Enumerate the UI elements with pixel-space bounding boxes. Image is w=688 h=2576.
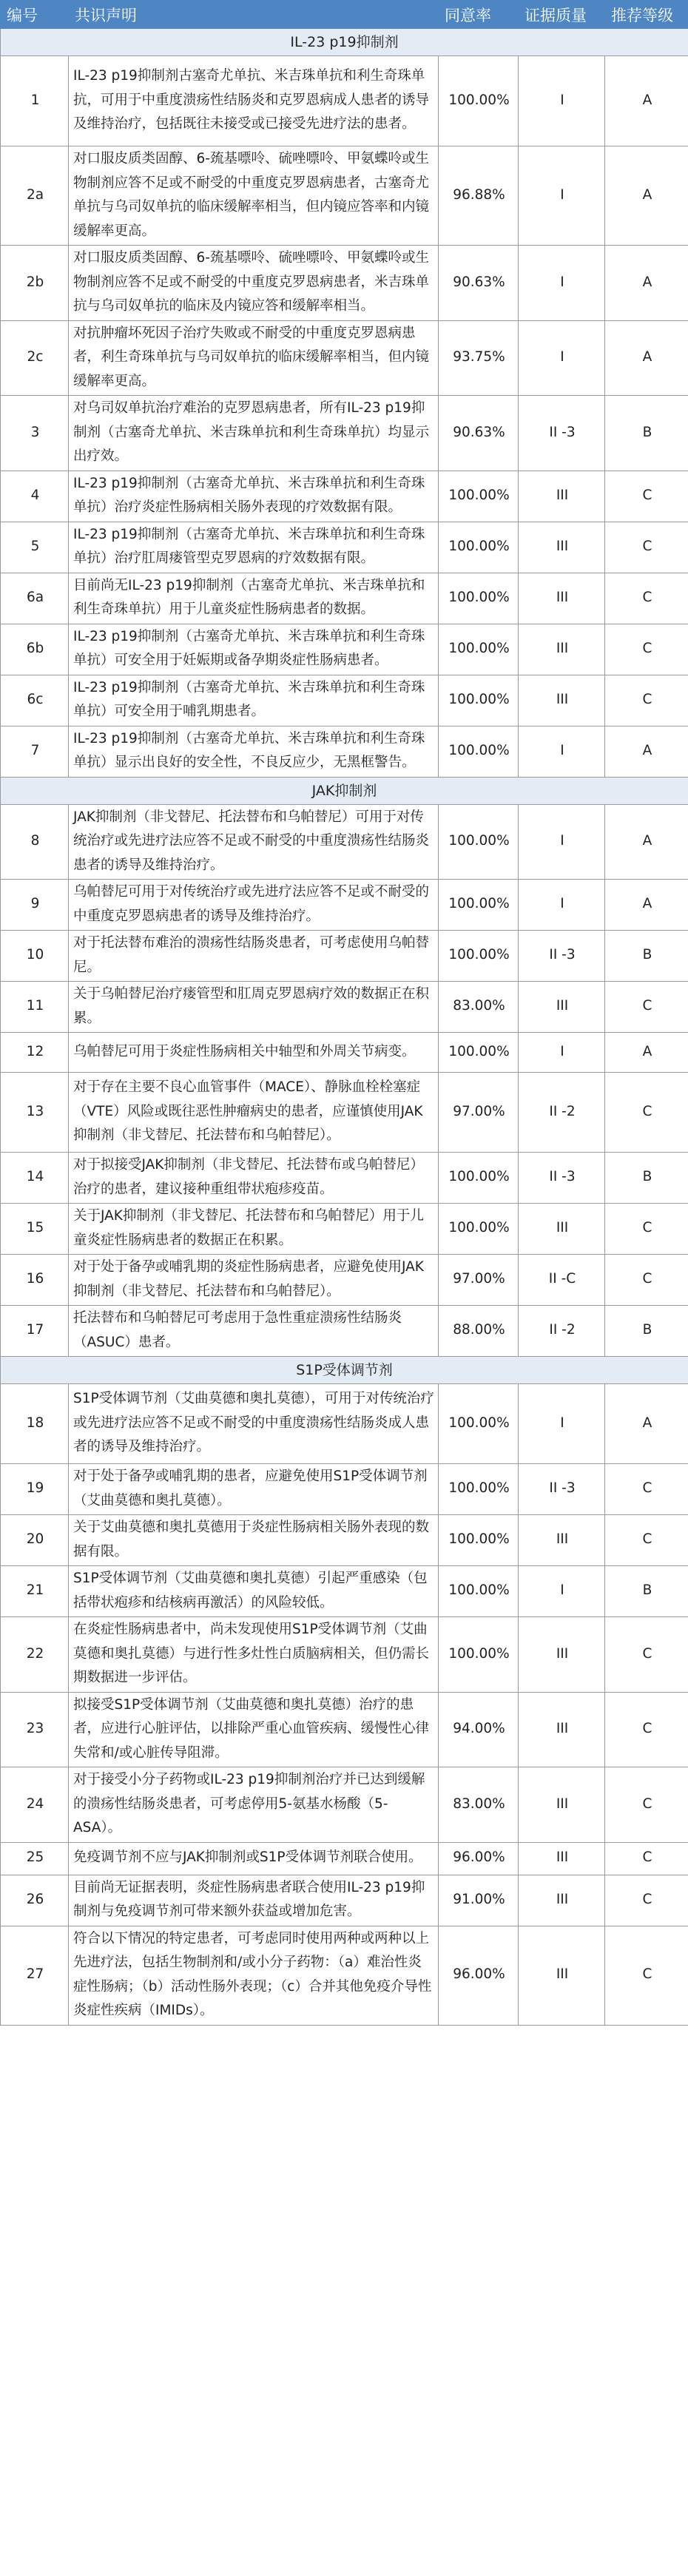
evidence-quality: I [519, 1033, 605, 1073]
statement-id: 6a [1, 573, 69, 624]
statement-text: 乌帕替尼可用于炎症性肠病相关中轴型和外周关节病变。 [69, 1033, 439, 1073]
table-row [1, 1073, 688, 1153]
statement-text: 对于托法替布难治的溃疡性结肠炎患者，可考虑使用乌帕替尼。 [69, 931, 439, 982]
section-header-row [1, 29, 688, 56]
recommendation-grade: C [605, 522, 688, 573]
table-row [1, 1842, 688, 1875]
recommendation-grade: A [605, 880, 688, 931]
statement-id: 24 [1, 1767, 69, 1843]
statement-text: 关于艾曲莫德和奥扎莫德用于炎症性肠病相关肠外表现的数据有限。 [69, 1515, 439, 1566]
statement-id: 2c [1, 320, 69, 396]
recommendation-grade: B [605, 1566, 688, 1617]
recommendation-grade: C [605, 1767, 688, 1843]
statement-id: 26 [1, 1875, 69, 1926]
statement-id: 1 [1, 56, 69, 146]
statement-id: 6b [1, 624, 69, 675]
statement-id: 27 [1, 1926, 69, 2025]
recommendation-grade: C [605, 573, 688, 624]
table-row [1, 675, 688, 726]
table-body [1, 29, 688, 2026]
recommendation-grade: C [605, 1464, 688, 1515]
statement-id: 5 [1, 522, 69, 573]
table-row [1, 1566, 688, 1617]
table-row [1, 1204, 688, 1255]
recommendation-grade: C [605, 1875, 688, 1926]
statement-id: 7 [1, 726, 69, 777]
statement-text: 对于处于备孕或哺乳期的炎症性肠病患者，应避免使用JAK抑制剂（非戈替尼、托法替布和乌帕替尼）。 [69, 1255, 439, 1306]
table-row [1, 1875, 688, 1926]
evidence-quality: I [519, 880, 605, 931]
statement-id: 16 [1, 1255, 69, 1306]
table-row [1, 396, 688, 471]
recommendation-grade: B [605, 1153, 688, 1204]
recommendation-grade: B [605, 1306, 688, 1357]
evidence-quality: III [519, 1515, 605, 1566]
header-evidence-quality: 证据质量 [519, 1, 605, 29]
agreement-rate: 100.00% [439, 1033, 519, 1073]
agreement-rate: 100.00% [439, 1384, 519, 1464]
statement-id: 13 [1, 1073, 69, 1153]
evidence-quality: III [519, 1875, 605, 1926]
table-row [1, 246, 688, 321]
statement-text: 关于乌帕替尼治疗瘘管型和肛周克罗恩病疗效的数据正在积累。 [69, 982, 439, 1033]
statement-id: 21 [1, 1566, 69, 1617]
evidence-quality: I [519, 804, 605, 880]
evidence-quality: II -C [519, 1255, 605, 1306]
recommendation-grade: B [605, 931, 688, 982]
statement-text: 目前尚无证据表明，炎症性肠病患者联合使用IL-23 p19抑制剂与免疫调节剂可带来额外获益或增加危害。 [69, 1875, 439, 1926]
table-row [1, 1515, 688, 1566]
recommendation-grade: C [605, 1073, 688, 1153]
recommendation-grade: A [605, 1033, 688, 1073]
table-row [1, 1767, 688, 1843]
recommendation-grade: C [605, 471, 688, 522]
header-statement: 共识声明 [69, 1, 439, 29]
table-row [1, 573, 688, 624]
statement-id: 3 [1, 396, 69, 471]
section-title: IL-23 p19抑制剂 [1, 29, 688, 56]
statement-text: S1P受体调节剂（艾曲莫德和奥扎莫德）引起严重感染（包括带状疱疹和结核病再激活）的风险较低。 [69, 1566, 439, 1617]
recommendation-grade: A [605, 56, 688, 146]
statement-id: 25 [1, 1842, 69, 1875]
statement-id: 22 [1, 1617, 69, 1693]
agreement-rate: 90.63% [439, 396, 519, 471]
table-row [1, 1464, 688, 1515]
statement-id: 11 [1, 982, 69, 1033]
agreement-rate: 100.00% [439, 1617, 519, 1693]
statement-text: JAK抑制剂（非戈替尼、托法替布和乌帕替尼）可用于对传统治疗或先进疗法应答不足或不耐受的中重度溃疡性结肠炎患者的诱导及维持治疗。 [69, 804, 439, 880]
statement-text: 对口服皮质类固醇、6-巯基嘌呤、硫唑嘌呤、甲氨蝶呤或生物制剂应答不足或不耐受的中重度克罗恩病患者，古塞奇尤单抗与乌司奴单抗的临床缓解率相当，但内镜应答率和内镜缓解率更高。 [69, 146, 439, 246]
evidence-quality: I [519, 1384, 605, 1464]
evidence-quality: II -2 [519, 1073, 605, 1153]
evidence-quality: II -3 [519, 931, 605, 982]
statement-text: 对口服皮质类固醇、6-巯基嘌呤、硫唑嘌呤、甲氨蝶呤或生物制剂应答不足或不耐受的中重度克罗恩病患者，米吉珠单抗与乌司奴单抗的临床及内镜应答和缓解率相当。 [69, 246, 439, 321]
statement-id: 2b [1, 246, 69, 321]
section-title: JAK抑制剂 [1, 777, 688, 804]
agreement-rate: 100.00% [439, 522, 519, 573]
recommendation-grade: A [605, 246, 688, 321]
evidence-quality: III [519, 982, 605, 1033]
agreement-rate: 100.00% [439, 726, 519, 777]
agreement-rate: 83.00% [439, 1767, 519, 1843]
recommendation-grade: B [605, 396, 688, 471]
evidence-quality: I [519, 726, 605, 777]
agreement-rate: 100.00% [439, 1153, 519, 1204]
statement-text: IL-23 p19抑制剂（古塞奇尤单抗、米吉珠单抗和利生奇珠单抗）治疗炎症性肠病相关肠外表现的疗效数据有限。 [69, 471, 439, 522]
statement-text: 对于拟接受JAK抑制剂（非戈替尼、托法替布或乌帕替尼）治疗的患者，建议接种重组带状疱疹疫苗。 [69, 1153, 439, 1204]
table-row [1, 1926, 688, 2025]
recommendation-grade: A [605, 146, 688, 246]
agreement-rate: 100.00% [439, 573, 519, 624]
evidence-quality: III [519, 1926, 605, 2025]
table-row [1, 931, 688, 982]
agreement-rate: 93.75% [439, 320, 519, 396]
evidence-quality: I [519, 56, 605, 146]
statement-id: 14 [1, 1153, 69, 1204]
recommendation-grade: C [605, 1255, 688, 1306]
table-row [1, 56, 688, 146]
agreement-rate: 100.00% [439, 624, 519, 675]
table-row [1, 624, 688, 675]
evidence-quality: III [519, 471, 605, 522]
statement-text: 免疫调节剂不应与JAK抑制剂或S1P受体调节剂联合使用。 [69, 1842, 439, 1875]
statement-id: 18 [1, 1384, 69, 1464]
recommendation-grade: C [605, 1842, 688, 1875]
statement-id: 4 [1, 471, 69, 522]
agreement-rate: 100.00% [439, 675, 519, 726]
recommendation-grade: C [605, 675, 688, 726]
agreement-rate: 88.00% [439, 1306, 519, 1357]
recommendation-grade: C [605, 1204, 688, 1255]
statement-text: 对于处于备孕或哺乳期的患者，应避免使用S1P受体调节剂（艾曲莫德和奥扎莫德）。 [69, 1464, 439, 1515]
agreement-rate: 96.00% [439, 1926, 519, 2025]
statement-text: 对乌司奴单抗治疗难治的克罗恩病患者，所有IL-23 p19抑制剂（古塞奇尤单抗、米吉珠单抗和利生奇珠单抗）均显示出疗效。 [69, 396, 439, 471]
statement-text: 对抗肿瘤坏死因子治疗失败或不耐受的中重度克罗恩病患者，利生奇珠单抗与乌司奴单抗的临床缓解率相当，但内镜缓解率更高。 [69, 320, 439, 396]
agreement-rate: 100.00% [439, 804, 519, 880]
evidence-quality: I [519, 320, 605, 396]
statement-text: 符合以下情况的特定患者，可考虑同时使用两种或两种以上先进疗法，包括生物制剂和/或小分子药物：（a）难治性炎症性肠病；（b）活动性肠外表现；（c）合并其他免疫介导性炎症性疾病（IMIDs）。 [69, 1926, 439, 2025]
agreement-rate: 97.00% [439, 1255, 519, 1306]
evidence-quality: III [519, 573, 605, 624]
evidence-quality: III [519, 1617, 605, 1693]
evidence-quality: I [519, 146, 605, 246]
statement-id: 6c [1, 675, 69, 726]
table-row [1, 1692, 688, 1767]
evidence-quality: III [519, 522, 605, 573]
header-id: 编号 [1, 1, 69, 29]
table-row [1, 1033, 688, 1073]
header-recommendation-grade: 推荐等级 [605, 1, 688, 29]
header-row [1, 1, 688, 29]
agreement-rate: 100.00% [439, 1464, 519, 1515]
agreement-rate: 96.88% [439, 146, 519, 246]
statement-text: IL-23 p19抑制剂（古塞奇尤单抗、米吉珠单抗和利生奇珠单抗）治疗肛周瘘管型克罗恩病的疗效数据有限。 [69, 522, 439, 573]
agreement-rate: 100.00% [439, 931, 519, 982]
agreement-rate: 100.00% [439, 56, 519, 146]
statement-text: IL-23 p19抑制剂古塞奇尤单抗、米吉珠单抗和利生奇珠单抗，可用于中重度溃疡性结肠炎和克罗恩病成人患者的诱导及维持治疗，包括既往未接受或已接受先进疗法的患者。 [69, 56, 439, 146]
table-row [1, 1306, 688, 1357]
statement-text: S1P受体调节剂（艾曲莫德和奥扎莫德），可用于对传统治疗或先进疗法应答不足或不耐受的中重度溃疡性结肠炎成人患者的诱导及维持治疗。 [69, 1384, 439, 1464]
statement-id: 23 [1, 1692, 69, 1767]
recommendation-grade: A [605, 726, 688, 777]
recommendation-grade: A [605, 1384, 688, 1464]
evidence-quality: III [519, 1767, 605, 1843]
statement-text: 拟接受S1P受体调节剂（艾曲莫德和奥扎莫德）治疗的患者，应进行心脏评估，以排除严重心血管疾病、缓慢性心律失常和/或心脏传导阻滞。 [69, 1692, 439, 1767]
agreement-rate: 100.00% [439, 1515, 519, 1566]
agreement-rate: 97.00% [439, 1073, 519, 1153]
evidence-quality: II -2 [519, 1306, 605, 1357]
agreement-rate: 100.00% [439, 1566, 519, 1617]
agreement-rate: 90.63% [439, 246, 519, 321]
recommendation-grade: C [605, 624, 688, 675]
statement-text: 乌帕替尼可用于对传统治疗或先进疗法应答不足或不耐受的中重度克罗恩病患者的诱导及维持治疗。 [69, 880, 439, 931]
statement-id: 20 [1, 1515, 69, 1566]
section-header-row [1, 1357, 688, 1384]
agreement-rate: 96.00% [439, 1842, 519, 1875]
table-row [1, 522, 688, 573]
statement-id: 12 [1, 1033, 69, 1073]
evidence-quality: III [519, 1842, 605, 1875]
table-row [1, 471, 688, 522]
recommendation-grade: C [605, 1692, 688, 1767]
table-header [1, 1, 688, 29]
table-row [1, 1384, 688, 1464]
section-header-row [1, 777, 688, 804]
table-row [1, 726, 688, 777]
agreement-rate: 100.00% [439, 880, 519, 931]
recommendation-grade: A [605, 320, 688, 396]
statement-text: 对于接受小分子药物或IL-23 p19抑制剂治疗并已达到缓解的溃疡性结肠炎患者，可考虑停用5-氨基水杨酸（5-ASA）。 [69, 1767, 439, 1843]
evidence-quality: I [519, 1566, 605, 1617]
evidence-quality: III [519, 1692, 605, 1767]
table-row [1, 1255, 688, 1306]
agreement-rate: 94.00% [439, 1692, 519, 1767]
agreement-rate: 83.00% [439, 982, 519, 1033]
header-agreement-rate: 同意率 [439, 1, 519, 29]
statement-text: IL-23 p19抑制剂（古塞奇尤单抗、米吉珠单抗和利生奇珠单抗）显示出良好的安全性，不良反应少，无黑框警告。 [69, 726, 439, 777]
agreement-rate: 100.00% [439, 471, 519, 522]
statement-id: 9 [1, 880, 69, 931]
evidence-quality: II -3 [519, 396, 605, 471]
table-row [1, 982, 688, 1033]
recommendation-grade: C [605, 1926, 688, 2025]
statement-text: 关于JAK抑制剂（非戈替尼、托法替布和乌帕替尼）用于儿童炎症性肠病患者的数据正在积累。 [69, 1204, 439, 1255]
statement-id: 8 [1, 804, 69, 880]
agreement-rate: 100.00% [439, 1204, 519, 1255]
section-title: S1P受体调节剂 [1, 1357, 688, 1384]
statement-text: 对于存在主要不良心血管事件（MACE）、静脉血栓栓塞症（VTE）风险或既往恶性肿瘤病史的患者，应谨慎使用JAK抑制剂（非戈替尼、托法替布和乌帕替尼）。 [69, 1073, 439, 1153]
statement-id: 10 [1, 931, 69, 982]
table-row [1, 320, 688, 396]
statement-id: 15 [1, 1204, 69, 1255]
recommendation-grade: C [605, 982, 688, 1033]
statement-id: 19 [1, 1464, 69, 1515]
recommendation-grade: C [605, 1617, 688, 1693]
table-row [1, 1617, 688, 1693]
evidence-quality: III [519, 624, 605, 675]
statement-id: 17 [1, 1306, 69, 1357]
statement-text: 目前尚无IL-23 p19抑制剂（古塞奇尤单抗、米吉珠单抗和利生奇珠单抗）用于儿童炎症性肠病患者的数据。 [69, 573, 439, 624]
evidence-quality: II -3 [519, 1153, 605, 1204]
table-row [1, 1153, 688, 1204]
statement-text: 在炎症性肠病患者中，尚未发现使用S1P受体调节剂（艾曲莫德和奥扎莫德）与进行性多灶性白质脑病相关，但仍需长期数据进一步评估。 [69, 1617, 439, 1693]
statement-text: 托法替布和乌帕替尼可考虑用于急性重症溃疡性结肠炎（ASUC）患者。 [69, 1306, 439, 1357]
statement-text: IL-23 p19抑制剂（古塞奇尤单抗、米吉珠单抗和利生奇珠单抗）可安全用于哺乳期患者。 [69, 675, 439, 726]
table-row [1, 880, 688, 931]
recommendation-grade: C [605, 1515, 688, 1566]
recommendation-grade: A [605, 804, 688, 880]
evidence-quality: III [519, 675, 605, 726]
statement-text: IL-23 p19抑制剂（古塞奇尤单抗、米吉珠单抗和利生奇珠单抗）可安全用于妊娠期或备孕期炎症性肠病患者。 [69, 624, 439, 675]
statement-id: 2a [1, 146, 69, 246]
evidence-quality: I [519, 246, 605, 321]
agreement-rate: 91.00% [439, 1875, 519, 1926]
table-row [1, 804, 688, 880]
evidence-quality: II -3 [519, 1464, 605, 1515]
evidence-quality: III [519, 1204, 605, 1255]
table-row [1, 146, 688, 246]
